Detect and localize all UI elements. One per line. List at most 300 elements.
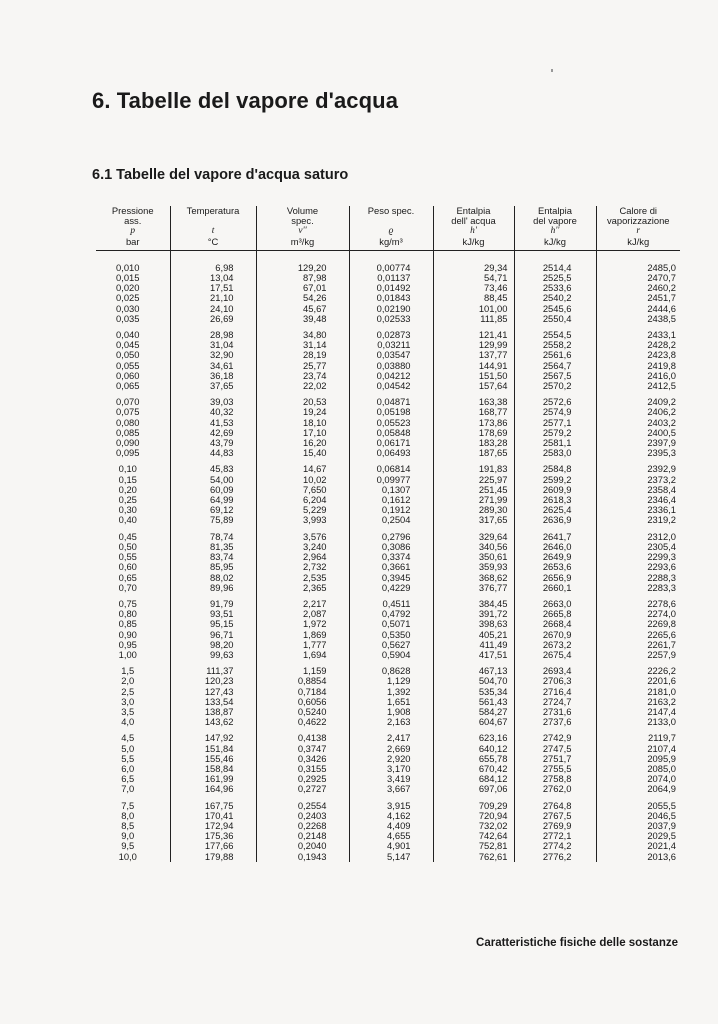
table-cell: 3,419 xyxy=(349,774,433,784)
table-cell: 98,20 xyxy=(170,640,256,650)
table-cell: 69,12 xyxy=(170,505,256,515)
table-cell: 684,12 xyxy=(433,774,514,784)
column-header-unit: m³/kg xyxy=(290,235,315,247)
table-cell: 2706,3 xyxy=(514,676,596,686)
table-cell: 2577,1 xyxy=(514,418,596,428)
table-cell: 2261,7 xyxy=(596,640,680,650)
column-header-label: Temperatura xyxy=(186,205,240,216)
table-cell: 0,06814 xyxy=(349,464,433,474)
table-cell: 251,45 xyxy=(433,485,514,495)
table-cell: 2412,5 xyxy=(596,381,680,391)
table-cell: 2567,5 xyxy=(514,371,596,381)
table-cell: 2037,9 xyxy=(596,821,680,831)
table-cell: 0,40 xyxy=(118,514,137,526)
table-cell: 2305,4 xyxy=(596,542,680,552)
table-cell: 0,09977 xyxy=(349,475,433,485)
table-cell: 2201,6 xyxy=(596,676,680,686)
column-header-label: Calore di xyxy=(619,205,658,216)
table-cell: 2564,7 xyxy=(514,361,596,371)
table-cell: 2774,2 xyxy=(514,841,596,851)
table-cell: 0,02533 xyxy=(349,314,433,324)
table-cell: 129,99 xyxy=(433,340,514,350)
table-cell: 467,13 xyxy=(433,666,514,676)
table-cell: 2397,9 xyxy=(596,438,680,448)
table-cell: 0,4792 xyxy=(349,609,433,619)
table-cell: 709,29 xyxy=(433,801,514,811)
table-cell: 42,69 xyxy=(170,428,256,438)
table-cell: 161,99 xyxy=(170,774,256,784)
table-cell: 0,4138 xyxy=(256,733,349,743)
table-row xyxy=(96,676,680,686)
table-cell: 2649,9 xyxy=(514,552,596,562)
table-cell: 81,35 xyxy=(170,542,256,552)
table-cell: 99,63 xyxy=(170,650,256,660)
table-cell: 762,61 xyxy=(433,852,514,862)
table-cell: 2046,5 xyxy=(596,811,680,821)
table-cell: 752,81 xyxy=(433,841,514,851)
table-cell: 2533,6 xyxy=(514,283,596,293)
table-cell: 0,5350 xyxy=(349,630,433,640)
table-cell: 25,77 xyxy=(256,361,349,371)
table-row xyxy=(96,583,680,593)
table-cell: 0,05523 xyxy=(349,418,433,428)
table-cell: 17,10 xyxy=(256,428,349,438)
table-cell: 16,20 xyxy=(256,438,349,448)
table-cell: 93,51 xyxy=(170,609,256,619)
table-cell: 2133,0 xyxy=(596,717,680,727)
table-cell: 2665,8 xyxy=(514,609,596,619)
table-cell: 0,6056 xyxy=(256,697,349,707)
table-cell: 2,5 xyxy=(121,685,135,697)
table-cell: 2433,1 xyxy=(596,330,680,340)
table-cell: 0,4622 xyxy=(256,717,349,727)
table-cell: 2,920 xyxy=(349,754,433,764)
table-cell: 561,43 xyxy=(433,697,514,707)
table-cell: 88,02 xyxy=(170,573,256,583)
table-cell: 0,01137 xyxy=(349,273,433,283)
table-cell: 0,2148 xyxy=(256,831,349,841)
table-cell: 6,204 xyxy=(256,495,349,505)
table-row xyxy=(96,562,680,572)
table-cell: 2358,4 xyxy=(596,485,680,495)
table-cell: 0,2554 xyxy=(256,801,349,811)
column-header xyxy=(96,206,170,250)
table-cell: 0,10 xyxy=(118,463,137,475)
table-cell: 2293,6 xyxy=(596,562,680,572)
table-cell: 0,5240 xyxy=(256,707,349,717)
table-cell: 2,417 xyxy=(349,733,433,743)
column-header-symbol: v'' xyxy=(298,226,307,237)
table-cell: 7,0 xyxy=(121,783,135,795)
table-cell: 0,2727 xyxy=(256,784,349,794)
table-cell: 2,964 xyxy=(256,552,349,562)
table-cell: 0,030 xyxy=(116,302,140,314)
column-header xyxy=(433,206,514,250)
table-cell: 43,79 xyxy=(170,438,256,448)
table-cell: 29,34 xyxy=(433,263,514,273)
table-cell: 411,49 xyxy=(433,640,514,650)
table-cell: 10,0 xyxy=(118,850,137,862)
table-cell: 0,4511 xyxy=(349,599,433,609)
table-cell: 91,79 xyxy=(170,599,256,609)
table-cell: 0,75 xyxy=(118,597,137,609)
table-cell: 670,42 xyxy=(433,764,514,774)
table-cell: 78,74 xyxy=(170,532,256,542)
table-cell: 167,75 xyxy=(170,801,256,811)
table-cell: 6,98 xyxy=(170,263,256,273)
table-cell: 0,95 xyxy=(118,638,137,650)
table-cell: 2742,9 xyxy=(514,733,596,743)
column-header-unit: kJ/kg xyxy=(462,235,485,247)
column-header-label: Pressione xyxy=(111,205,154,216)
table-cell: 0,025 xyxy=(116,292,140,304)
table-cell: 0,04542 xyxy=(349,381,433,391)
table-cell: 2764,8 xyxy=(514,801,596,811)
table-cell: 2470,7 xyxy=(596,273,680,283)
table-cell: 623,16 xyxy=(433,733,514,743)
table-cell: 85,95 xyxy=(170,562,256,572)
table-cell: 2646,0 xyxy=(514,542,596,552)
table-cell: 18,10 xyxy=(256,418,349,428)
table-cell: 2416,0 xyxy=(596,371,680,381)
table-cell: 2181,0 xyxy=(596,687,680,697)
table-cell: 2755,5 xyxy=(514,764,596,774)
table-cell: 655,78 xyxy=(433,754,514,764)
table-cell: 0,075 xyxy=(116,406,140,418)
table-cell: 417,51 xyxy=(433,650,514,660)
table-cell: 2737,6 xyxy=(514,717,596,727)
table-cell: 45,83 xyxy=(170,464,256,474)
table-cell: 2540,2 xyxy=(514,293,596,303)
table-cell: 0,3747 xyxy=(256,744,349,754)
table-cell: 2074,0 xyxy=(596,774,680,784)
table-cell: 391,72 xyxy=(433,609,514,619)
table-cell: 4,901 xyxy=(349,841,433,851)
table-cell: 21,10 xyxy=(170,293,256,303)
column-header-symbol: h'' xyxy=(550,226,560,237)
column-header-unit: kJ/kg xyxy=(544,235,566,247)
table-cell: 2274,0 xyxy=(596,609,680,619)
table-cell: 34,61 xyxy=(170,361,256,371)
table-cell: 2029,5 xyxy=(596,831,680,841)
table-cell: 0,3374 xyxy=(349,552,433,562)
table-cell: 45,67 xyxy=(256,304,349,314)
table-cell: 0,3426 xyxy=(256,754,349,764)
table-cell: 0,3086 xyxy=(349,542,433,552)
table-cell: 41,53 xyxy=(170,418,256,428)
column-header xyxy=(256,206,349,250)
column-header xyxy=(596,206,680,250)
table-cell: 32,90 xyxy=(170,350,256,360)
table-cell: 8,5 xyxy=(121,819,135,831)
table-cell: 1,869 xyxy=(256,630,349,640)
table-cell: 0,1912 xyxy=(349,505,433,515)
table-cell: 2,163 xyxy=(349,717,433,727)
table-cell: 121,41 xyxy=(433,330,514,340)
table-row xyxy=(96,381,680,391)
table-cell: 0,5904 xyxy=(349,650,433,660)
table-cell: 36,18 xyxy=(170,371,256,381)
column-header-symbol: p xyxy=(130,226,136,237)
table-cell: 2716,4 xyxy=(514,687,596,697)
table-cell: 129,20 xyxy=(256,263,349,273)
table-cell: 2346,4 xyxy=(596,495,680,505)
table-cell: 0,05198 xyxy=(349,407,433,417)
table-cell: 0,06171 xyxy=(349,438,433,448)
table-cell: 111,37 xyxy=(170,666,256,676)
table-cell: 289,30 xyxy=(433,505,514,515)
table-cell: 0,25 xyxy=(118,494,137,506)
table-cell: 2545,6 xyxy=(514,304,596,314)
table-cell: 0,50 xyxy=(118,540,137,552)
table-cell: 37,65 xyxy=(170,381,256,391)
table-cell: 2579,2 xyxy=(514,428,596,438)
table-cell: 2283,3 xyxy=(596,583,680,593)
table-cell: 340,56 xyxy=(433,542,514,552)
table-cell: 4,0 xyxy=(121,716,135,728)
table-cell: 40,32 xyxy=(170,407,256,417)
column-header xyxy=(514,206,596,250)
table-cell: 54,26 xyxy=(256,293,349,303)
table-row xyxy=(96,784,680,794)
table-cell: 0,02873 xyxy=(349,330,433,340)
table-cell: 2319,2 xyxy=(596,515,680,525)
table-cell: 1,5 xyxy=(121,665,135,677)
table-cell: 0,2403 xyxy=(256,811,349,821)
column-header-unit: °C xyxy=(207,235,219,247)
table-cell: 2312,0 xyxy=(596,532,680,542)
table-cell: 0,015 xyxy=(116,272,140,284)
table-cell: 384,45 xyxy=(433,599,514,609)
table-cell: 2525,5 xyxy=(514,273,596,283)
table-cell: 164,96 xyxy=(170,784,256,794)
table-cell: 0,2504 xyxy=(349,515,433,525)
column-header-label xyxy=(173,216,254,226)
table-cell: 10,02 xyxy=(256,475,349,485)
table-cell: 9,0 xyxy=(121,830,135,842)
table-cell: 88,45 xyxy=(433,293,514,303)
table-cell: 1,694 xyxy=(256,650,349,660)
table-cell: 376,77 xyxy=(433,583,514,593)
table-cell: 1,651 xyxy=(349,697,433,707)
table-cell: 5,229 xyxy=(256,505,349,515)
table-cell: 0,3945 xyxy=(349,573,433,583)
table-cell: 28,98 xyxy=(170,330,256,340)
table-cell: 151,84 xyxy=(170,744,256,754)
table-cell: 28,19 xyxy=(256,350,349,360)
table-cell: 2668,4 xyxy=(514,619,596,629)
table-row xyxy=(96,515,680,525)
table-row xyxy=(96,448,680,458)
table-cell: 101,00 xyxy=(433,304,514,314)
table-cell: 2618,3 xyxy=(514,495,596,505)
table-cell: 2724,7 xyxy=(514,697,596,707)
table-cell: 177,66 xyxy=(170,841,256,851)
table-cell: 67,01 xyxy=(256,283,349,293)
column-header-label: del vapore xyxy=(533,215,577,227)
table-cell: 0,060 xyxy=(116,369,140,381)
table-cell: 89,96 xyxy=(170,583,256,593)
table-cell: 732,02 xyxy=(433,821,514,831)
table-cell: 0,03211 xyxy=(349,340,433,350)
table-cell: 4,162 xyxy=(349,811,433,821)
table-cell: 2,669 xyxy=(349,744,433,754)
table-cell: 0,055 xyxy=(116,359,140,371)
table-cell: 5,5 xyxy=(121,752,135,764)
table-cell: 168,77 xyxy=(433,407,514,417)
table-cell: 0,90 xyxy=(118,628,137,640)
table-cell: 2599,2 xyxy=(514,475,596,485)
table-cell: 24,10 xyxy=(170,304,256,314)
table-cell: 1,00 xyxy=(118,648,137,660)
table-cell: 2561,6 xyxy=(514,350,596,360)
table-cell: 2574,9 xyxy=(514,407,596,417)
table-cell: 0,8628 xyxy=(349,666,433,676)
table-cell: 15,40 xyxy=(256,448,349,458)
table-cell: 2558,2 xyxy=(514,340,596,350)
table-cell: 13,04 xyxy=(170,273,256,283)
table-cell: 75,89 xyxy=(170,515,256,525)
table-cell: 137,77 xyxy=(433,350,514,360)
table-cell: 0,55 xyxy=(118,551,137,563)
table-cell: 2,732 xyxy=(256,562,349,572)
column-header-label: Entalpia xyxy=(538,205,572,216)
table-cell: 23,74 xyxy=(256,371,349,381)
table-cell: 2400,5 xyxy=(596,428,680,438)
table-cell: 0,5627 xyxy=(349,640,433,650)
table-cell: 350,61 xyxy=(433,552,514,562)
table-cell: 2583,0 xyxy=(514,448,596,458)
table-cell: 1,392 xyxy=(349,687,433,697)
table-cell: 96,71 xyxy=(170,630,256,640)
table-cell: 95,15 xyxy=(170,619,256,629)
scan-speck xyxy=(551,69,553,72)
table-cell: 9,5 xyxy=(121,840,135,852)
table-cell: 2609,9 xyxy=(514,485,596,495)
table-cell: 2257,9 xyxy=(596,650,680,660)
table-cell: 2731,6 xyxy=(514,707,596,717)
table-cell: 133,54 xyxy=(170,697,256,707)
table-cell: 2373,2 xyxy=(596,475,680,485)
table-cell: 0,04212 xyxy=(349,371,433,381)
table-body xyxy=(96,250,680,861)
column-header-label: Entalpia xyxy=(456,205,491,216)
column-header-label: spec. xyxy=(291,215,314,227)
table-cell: 0,30 xyxy=(118,504,137,516)
table-cell: 2278,6 xyxy=(596,599,680,609)
table-cell: 73,46 xyxy=(433,283,514,293)
table-header-row xyxy=(96,206,680,250)
column-header-unit: kJ/kg xyxy=(627,235,650,247)
column-header-label: vaporizzazione xyxy=(606,215,670,227)
table-cell: 2550,4 xyxy=(514,314,596,324)
table-cell: 2013,6 xyxy=(596,852,680,862)
table-cell: 31,04 xyxy=(170,340,256,350)
table-cell: 0,065 xyxy=(116,380,140,392)
table-cell: 2119,7 xyxy=(596,733,680,743)
column-header-unit: kg/m³ xyxy=(379,235,403,247)
table-cell: 0,035 xyxy=(116,312,140,324)
table-cell: 3,170 xyxy=(349,764,433,774)
table-cell: 155,46 xyxy=(170,754,256,764)
table-cell: 0,8854 xyxy=(256,676,349,686)
table-cell: 54,00 xyxy=(170,475,256,485)
table-cell: 191,83 xyxy=(433,464,514,474)
table-cell: 359,93 xyxy=(433,562,514,572)
table-row xyxy=(96,650,680,660)
table-cell: 6,5 xyxy=(121,773,135,785)
table-cell: 2428,2 xyxy=(596,340,680,350)
table-cell: 535,34 xyxy=(433,687,514,697)
table-cell: 1,777 xyxy=(256,640,349,650)
table-cell: 2395,3 xyxy=(596,448,680,458)
table-cell: 2641,7 xyxy=(514,532,596,542)
table-row xyxy=(96,852,680,862)
table-cell: 0,04871 xyxy=(349,397,433,407)
table-cell: 7,5 xyxy=(121,799,135,811)
table-cell: 2419,8 xyxy=(596,361,680,371)
table-cell: 1,908 xyxy=(349,707,433,717)
table-cell: 83,74 xyxy=(170,552,256,562)
table-cell: 0,2925 xyxy=(256,774,349,784)
table-cell: 39,03 xyxy=(170,397,256,407)
table-cell: 0,2796 xyxy=(349,532,433,542)
table-cell: 2021,4 xyxy=(596,841,680,851)
table-cell: 742,64 xyxy=(433,831,514,841)
table-cell: 187,65 xyxy=(433,448,514,458)
table-cell: 0,070 xyxy=(116,396,140,408)
column-header-symbol: h' xyxy=(470,226,477,237)
table-cell: 19,24 xyxy=(256,407,349,417)
table-cell: 2570,2 xyxy=(514,381,596,391)
table-cell: 2767,5 xyxy=(514,811,596,821)
table-cell: 170,41 xyxy=(170,811,256,821)
table-cell: 2,087 xyxy=(256,609,349,619)
table-cell: 138,87 xyxy=(170,707,256,717)
table-cell: 158,84 xyxy=(170,764,256,774)
table-cell: 172,94 xyxy=(170,821,256,831)
table-cell: 329,64 xyxy=(433,532,514,542)
table-row xyxy=(96,717,680,727)
table-cell: 4,409 xyxy=(349,821,433,831)
table-cell: 0,06493 xyxy=(349,448,433,458)
table-cell: 0,3661 xyxy=(349,562,433,572)
table-cell: 0,1943 xyxy=(256,852,349,862)
table-cell: 183,28 xyxy=(433,438,514,448)
table-cell: 2265,6 xyxy=(596,630,680,640)
table-cell: 2107,4 xyxy=(596,744,680,754)
table-cell: 2392,9 xyxy=(596,464,680,474)
table-cell: 44,83 xyxy=(170,448,256,458)
table-cell: 0,2268 xyxy=(256,821,349,831)
column-header-symbol: r xyxy=(636,226,641,237)
table-cell: 5,147 xyxy=(349,852,433,862)
table-cell: 2,365 xyxy=(256,583,349,593)
table-cell: 2299,3 xyxy=(596,552,680,562)
table-cell: 3,993 xyxy=(256,515,349,525)
table-cell: 225,97 xyxy=(433,475,514,485)
table-cell: 1,159 xyxy=(256,666,349,676)
table-cell: 0,03547 xyxy=(349,350,433,360)
table-cell: 504,70 xyxy=(433,676,514,686)
table-cell: 0,1307 xyxy=(349,485,433,495)
table-cell: 0,70 xyxy=(118,581,137,593)
table-cell: 64,99 xyxy=(170,495,256,505)
table-cell: 2288,3 xyxy=(596,573,680,583)
table-cell: 157,64 xyxy=(433,381,514,391)
table-cell: 2584,8 xyxy=(514,464,596,474)
table-cell: 3,0 xyxy=(121,695,135,707)
